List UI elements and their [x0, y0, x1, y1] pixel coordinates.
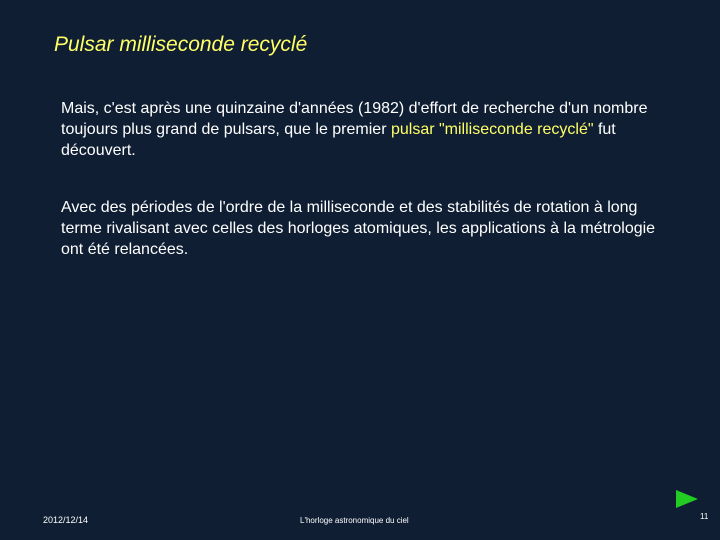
paragraph-discovery-text-after: fut découvert. — [61, 121, 616, 159]
slide-number: 11 — [700, 512, 709, 521]
next-slide-arrow-icon[interactable] — [676, 490, 698, 508]
footer-title: L'horloge astronomique du ciel — [300, 516, 409, 525]
paragraph-discovery — [61, 98, 671, 161]
highlighted-term: pulsar "milliseconde recyclé" — [390, 121, 594, 138]
paragraph-discovery-text-before: Mais, c'est après une quinzaine d'années (1982) d'effort de recherche d'un nombre toujours plus grand de pulsars, que le premier — [61, 100, 648, 138]
slide-title: Pulsar milliseconde recyclé — [54, 33, 308, 56]
paragraph-applications: Avec des périodes de l'ordre de la milliseconde et des stabilités de rotation à long terme rivalisant avec celles des horloges atomiques, les applications à la métrologie ont été relancées. — [61, 199, 656, 258]
footer-date: 2012/12/14 — [43, 515, 89, 525]
